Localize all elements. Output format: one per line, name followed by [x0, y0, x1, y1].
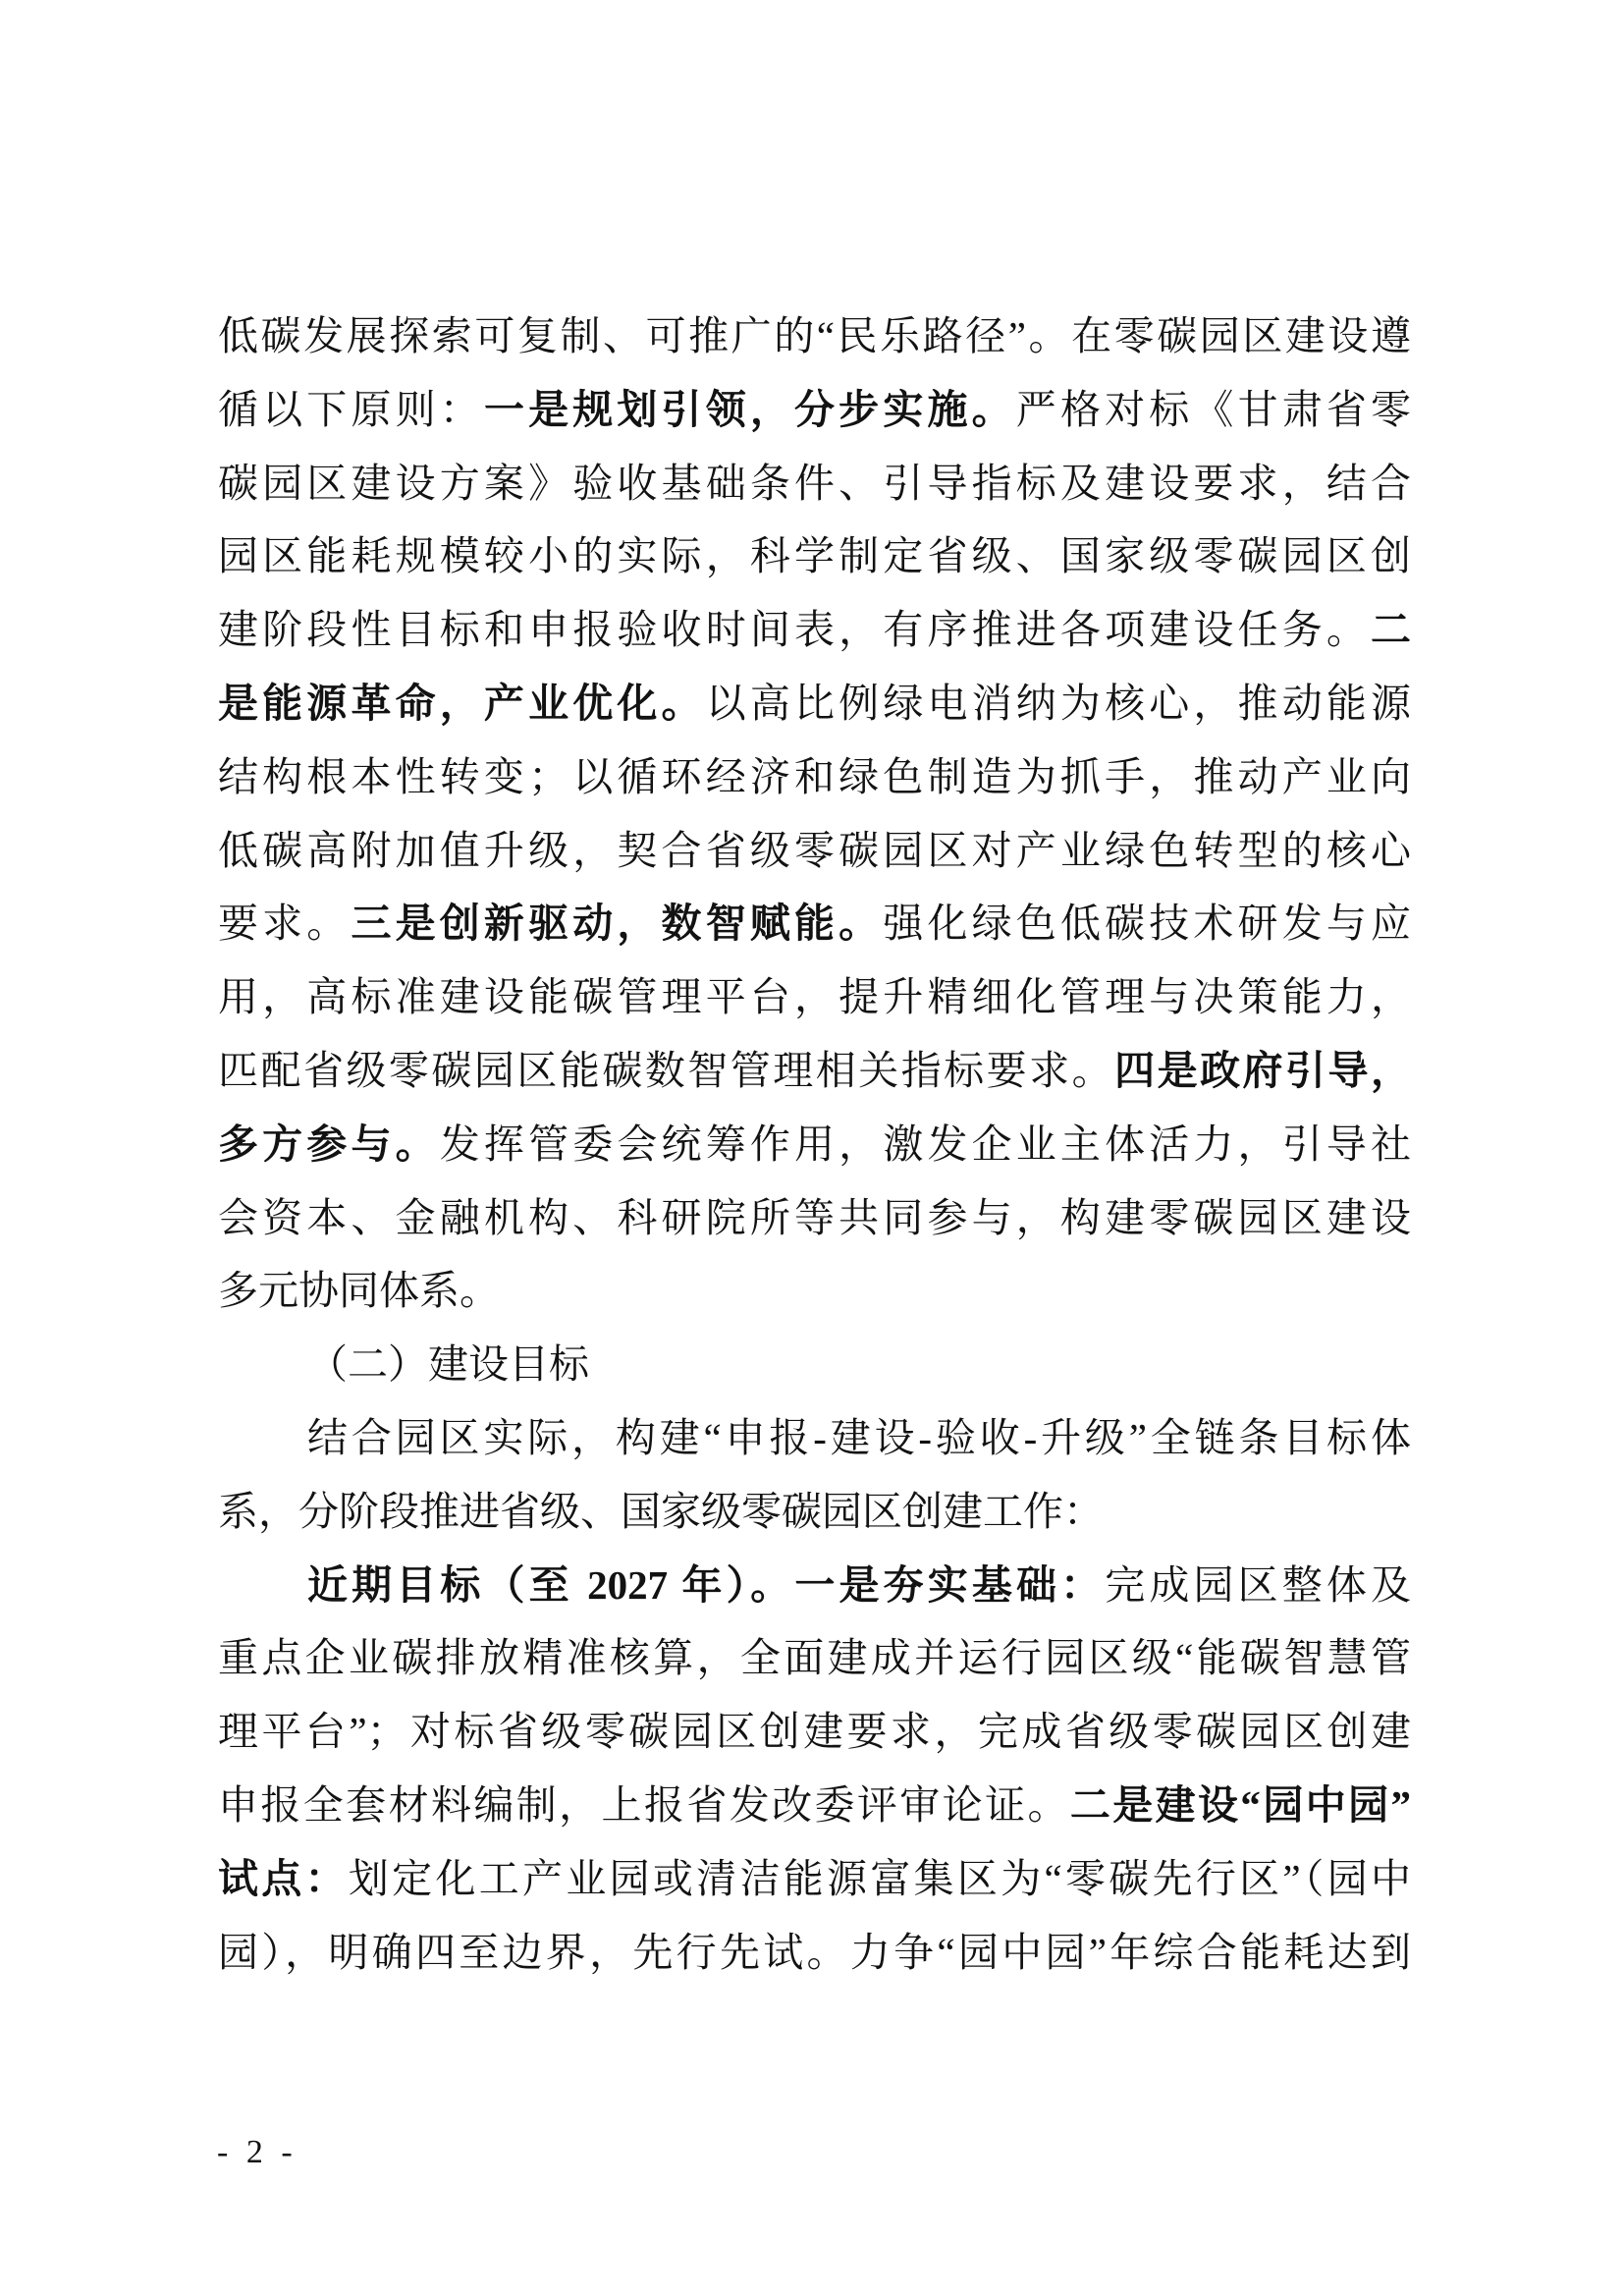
text-segment: 园），明确四至边界，先行先试。力争“园中园”年综合能耗达到: [218, 1929, 1411, 1975]
text-segment: 匹配省级零碳园区能碳数智管理相关指标要求。: [218, 1047, 1115, 1093]
text-segment: 建阶段性目标和申报验收时间表，有序推进各项建设任务。: [218, 607, 1371, 653]
text-line: [218, 1108, 1411, 1181]
bold-text-segment: 近期目标（至 2027 年）。一是夯实基础：: [307, 1561, 1106, 1608]
bold-text-segment: 四是政府引导，: [1114, 1047, 1411, 1093]
text-line: [218, 1034, 1411, 1108]
text-segment: 强化绿色低碳技术研发与应: [883, 901, 1411, 947]
text-line: [218, 1475, 1411, 1549]
text-segment: 多元协同体系。: [218, 1268, 500, 1314]
text-line: [218, 1842, 1411, 1916]
text-line: [218, 1549, 1411, 1622]
text-segment: 系，分阶段推进省级、国家级零碳园区创建工作：: [218, 1488, 1104, 1534]
page-number: - 2 -: [217, 2134, 298, 2170]
text-segment: 碳园区建设方案》验收基础条件、引导指标及建设要求，结合: [218, 460, 1411, 506]
text-segment: 低碳高附加值升级，契合省级零碳园区对产业绿色转型的核心: [218, 827, 1411, 873]
bold-text-segment: 多方参与。: [218, 1121, 440, 1167]
text-segment: 完成园区整体及: [1105, 1561, 1411, 1608]
text-segment: 循以下原则：: [218, 386, 484, 432]
text-line: [218, 519, 1411, 593]
text-line: [218, 887, 1411, 960]
bold-text-segment: 是能源革命，产业优化。: [218, 680, 706, 726]
text-line: [218, 447, 1411, 520]
text-line: [218, 373, 1411, 447]
text-segment: 申报全套材料编制，上报省发改委评审论证。: [218, 1781, 1070, 1828]
text-line: [218, 1328, 1411, 1401]
text-line: [218, 300, 1411, 373]
bold-text-segment: 试点：: [218, 1855, 349, 1901]
text-segment: 重点企业碳排放精准核算，全面建成并运行园区级“能碳智慧管: [218, 1635, 1411, 1681]
text-segment: 要求。: [218, 901, 352, 947]
text-segment: 发挥管委会统筹作用，激发企业主体活力，引导社: [439, 1121, 1411, 1167]
text-segment: 低碳发展探索可复制、可推广的“民乐路径”。在零碳园区建设遵: [218, 313, 1411, 358]
text-line: [218, 740, 1411, 814]
bold-text-segment: 二是建设“园中园”: [1069, 1781, 1411, 1828]
text-line: [218, 1769, 1411, 1842]
text-line: [218, 1916, 1411, 1990]
text-segment: 划定化工产业园或清洁能源富集区为“零碳先行区”（园中: [348, 1855, 1411, 1901]
bold-text-segment: 二: [1371, 607, 1411, 653]
text-line: [218, 667, 1411, 740]
text-segment: 理平台”；对标省级零碳园区创建要求，完成省级零碳园区创建: [218, 1709, 1411, 1755]
text-line: [218, 1181, 1411, 1255]
bold-text-segment: 三是创新驱动，数智赋能。: [351, 901, 884, 947]
text-line: [218, 960, 1411, 1034]
text-segment: 用，高标准建设能碳管理平台，提升精细化管理与决策能力，: [218, 974, 1411, 1020]
text-line: [218, 1401, 1411, 1475]
text-segment: （二）建设目标: [307, 1341, 589, 1388]
text-segment: 会资本、金融机构、科研院所等共同参与，构建零碳园区建设: [218, 1194, 1411, 1240]
text-line: [218, 1621, 1411, 1695]
text-line: [218, 1254, 1411, 1328]
text-segment: 严格对标《甘肃省零: [1015, 386, 1411, 432]
document-text: [218, 300, 1411, 1989]
text-line: [218, 1695, 1411, 1769]
bold-text-segment: 一是规划引领，分步实施。: [483, 386, 1016, 432]
text-segment: 结合园区实际，构建“申报-建设-验收-升级”全链条目标体: [307, 1414, 1411, 1460]
text-line: [218, 593, 1411, 667]
text-segment: 以高比例绿电消纳为核心，推动能源: [705, 680, 1411, 726]
text-segment: 园区能耗规模较小的实际，科学制定省级、国家级零碳园区创: [218, 533, 1411, 579]
text-segment: 结构根本性转变；以循环经济和绿色制造为抓手，推动产业向: [218, 753, 1411, 799]
text-line: [218, 814, 1411, 888]
